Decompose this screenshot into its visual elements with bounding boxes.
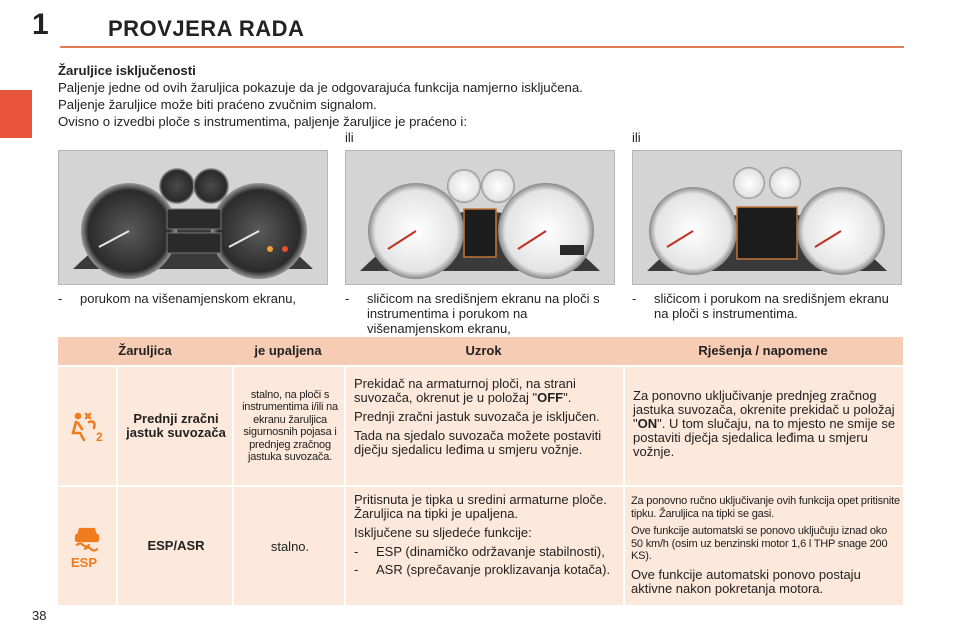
solution-cell [623, 487, 905, 605]
list-dash: - [354, 562, 359, 577]
table-row [58, 487, 903, 605]
list-item-text: ASR (sprečavanje proklizavanja kotača). [376, 562, 611, 577]
intro-block [58, 62, 898, 130]
list-item-text: ESP (dinamičko održavanje stabilnosti), [376, 544, 605, 559]
airbag-off-icon [69, 408, 105, 444]
cause-paragraph: Pritisnuta je tipka u sredini armaturne ploče. Žaruljica na tipki je upaljena. [354, 492, 607, 521]
caption-dash: - [632, 291, 637, 306]
indicator-icon-cell [58, 367, 116, 485]
switch-state-off: OFF [537, 390, 564, 405]
header-indicator: Žaruljica [118, 343, 172, 358]
panel-caption-2 [345, 291, 617, 336]
instrument-panel-2 [345, 150, 615, 285]
solution-paragraph: Ove funkcije automatski ponovo postaju aktivne nakon pokretanja motora. [631, 566, 861, 596]
cause-paragraph [354, 377, 619, 405]
instrument-cluster-image [633, 151, 901, 284]
instrument-panel-3 [632, 150, 902, 285]
intro-line-1: Paljenje jedne od ovih žaruljica pokazuje da je odgovarajuća funkcija namjerno isključena. [58, 80, 583, 95]
cause-cell [344, 367, 625, 485]
header-rule [60, 46, 904, 48]
list-dash: - [354, 544, 359, 559]
esp-off-icon [69, 523, 105, 569]
intro-line-2: Paljenje žaruljice može biti praćeno zvučnim signalom. [58, 97, 377, 112]
table-row [58, 367, 903, 485]
indicator-state: stalno, na ploči s instrumentima i/ili na ekranu žaruljica sigurnosnih pojasa i prednjeg zračnog jastuka suvozača. [232, 367, 346, 485]
header-state: je upaljena [254, 343, 322, 358]
instrument-cluster-image [346, 151, 614, 284]
header-cause: Uzrok [465, 343, 502, 358]
cause-text [346, 367, 625, 457]
list-item [354, 563, 619, 577]
solution-paragraph: Ove funkcije automatski se ponovo uključuju iznad oko 50 km/h (osim uz benzinski motor 1,6 l THP snage 200 KS). [631, 525, 888, 562]
esp-icon-label: ESP [71, 555, 98, 569]
cause-paragraph: Tada na sjedalo suvozača možete postaviti dječju sjedalicu leđima u smjeru vožnje. [354, 428, 602, 457]
solution-cell [623, 367, 905, 485]
cause-paragraph: Prednji zračni jastuk suvozača je isključen. [354, 409, 600, 424]
table-header [58, 337, 903, 365]
caption-dash: - [58, 291, 63, 306]
section-heading: Žaruljice isključenosti [58, 63, 196, 78]
or-label-1: ili [345, 130, 354, 145]
indicator-icon-cell [58, 487, 116, 605]
instrument-panel-1 [58, 150, 328, 285]
page-title: PROVJERA RADA [108, 16, 305, 41]
header-solution: Rješenja / napomene [698, 343, 828, 358]
solution-text-part: Za ponovno uključivanje prednjeg zračnog jastuka suvozača, okrenite prekidač u položaj " [633, 388, 895, 431]
solution-paragraph: Za ponovno ručno uključivanje ovih funkcija opet pritisnite tipku. Žaruljica na tipki se gasi. [631, 495, 900, 520]
page-number: 38 [32, 608, 47, 623]
panel-caption-3 [632, 291, 900, 321]
switch-state-on: ON [637, 416, 658, 431]
intro-line-3: Ovisno o izvedbi ploče s instrumentima, paljenje žaruljice je praćeno i: [58, 114, 468, 129]
cause-text-part: Prekidač na armaturnoj ploči, na strani suvozača, okrenut je u položaj " [354, 376, 576, 405]
instrument-cluster-image [59, 151, 327, 284]
chapter-number: 1 [32, 8, 49, 41]
indicator-state: stalno. [232, 487, 346, 605]
panel-caption-1 [58, 291, 326, 306]
caption-text: sličicom i porukom na središnjem ekranu na ploči s instrumentima. [654, 291, 889, 321]
caption-text: sličicom na središnjem ekranu na ploči s instrumentima i porukom na višenamjenskom ekranu, [367, 291, 600, 336]
chapter-side-tab [0, 90, 32, 138]
cause-cell [344, 487, 625, 605]
solution-text-part: ". U tom slučaju, na to mjesto ne smije se postaviti dječja sjedalica leđima u smjeru vožnje. [633, 416, 896, 459]
cause-text-part: ". [563, 390, 572, 405]
indicator-name: Prednji zračni jastuk suvozača [116, 367, 234, 485]
solution-text [625, 487, 905, 596]
list-item [354, 545, 619, 559]
cause-text [346, 487, 625, 577]
caption-text: porukom na višenamjenskom ekranu, [80, 291, 297, 306]
indicator-name: ESP/ASR [116, 487, 234, 605]
caption-dash: - [345, 291, 350, 306]
or-label-2: ili [632, 130, 641, 145]
solution-text [625, 367, 905, 459]
cause-paragraph: Isključene su sljedeće funkcije: [354, 525, 532, 540]
svg-text:2: 2 [96, 430, 103, 444]
